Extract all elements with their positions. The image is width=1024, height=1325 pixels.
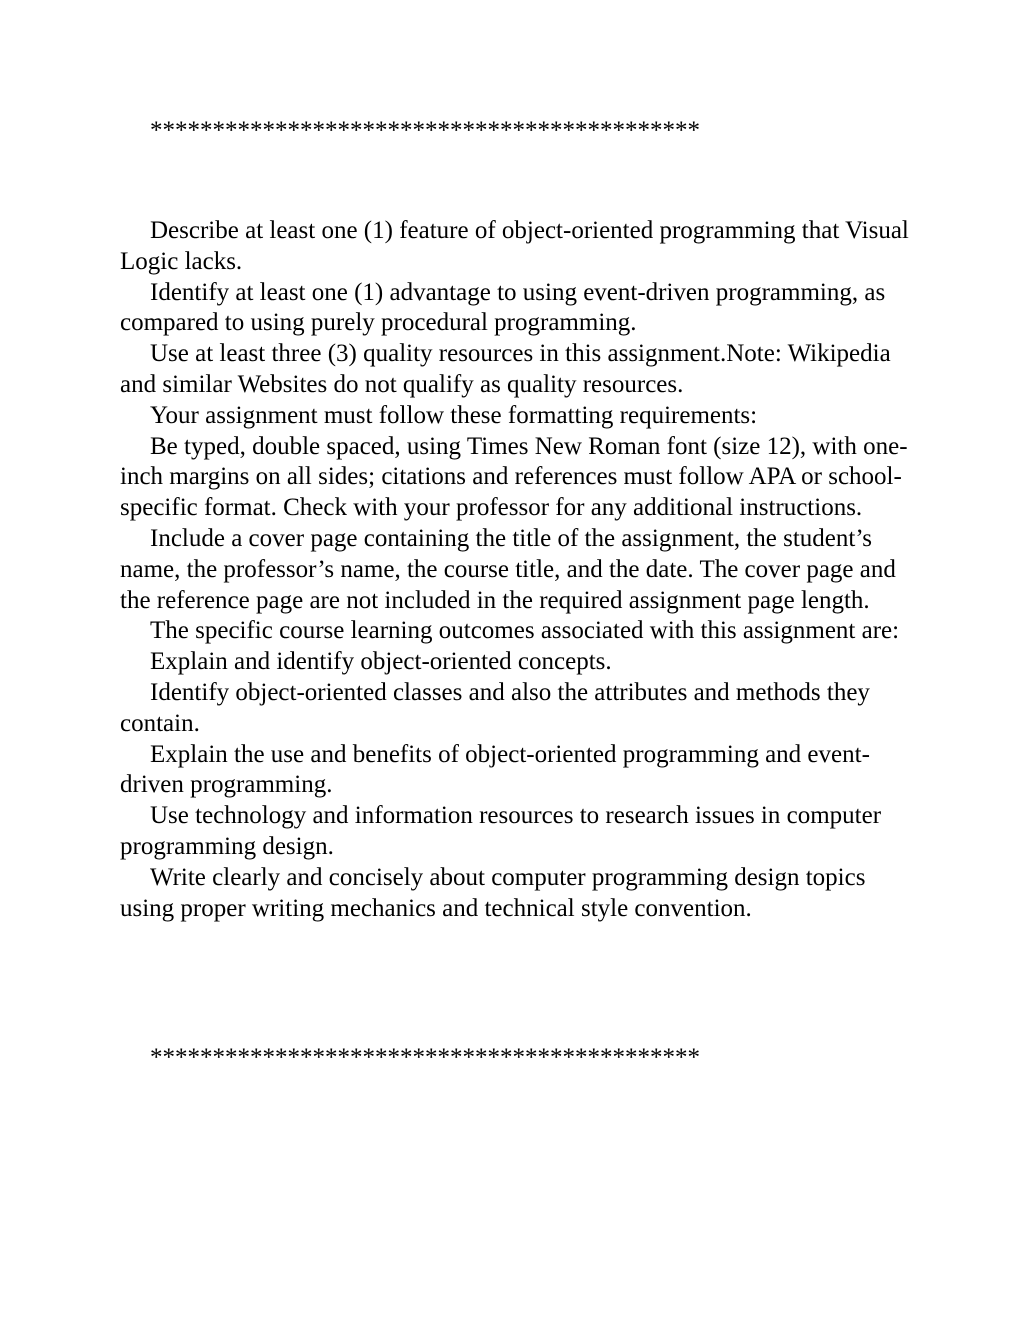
assignment-instructions	[120, 216, 920, 924]
paragraph-advantage: Identify at least one (1) advantage to using event-driven programming, as compared to using purely procedural programming.	[120, 278, 886, 337]
paragraph-feature: Describe at least one (1) feature of object-oriented programming that Visual Logic lacks.	[120, 217, 909, 275]
paragraph-outcome-writing: Write clearly and concisely about computer programming design topics using proper writing mechanics and technical style convention.	[120, 863, 866, 922]
paragraph-outcome-research: Use technology and information resources to research issues in computer programming design.	[120, 802, 882, 860]
paragraph-outcome-benefits: Explain the use and benefits of object-oriented programming and event-driven programming.	[120, 740, 870, 799]
paragraph-outcome-classes: Identify object-oriented classes and also the attributes and methods they contain.	[120, 678, 870, 737]
paragraph-outcome-concepts: Explain and identify object-oriented concepts.	[150, 648, 612, 676]
paragraph-outcomes-intro: The specific course learning outcomes associated with this assignment are:	[150, 617, 900, 645]
paragraph-cover-page: Include a cover page containing the title of the assignment, the student’s name, the professor’s name, the course title, and the date. The cover page and the reference page are not included in the required assignment page length.	[120, 524, 896, 614]
separator-bottom: ********************************************	[150, 1044, 700, 1071]
paragraph-formatting-intro: Your assignment must follow these formatting requirements:	[150, 401, 758, 429]
separator-top: ********************************************	[150, 117, 700, 144]
paragraph-resources: Use at least three (3) quality resources in this assignment.Note: Wikipedia and similar Websites do not qualify as quality resources.	[120, 340, 891, 398]
paragraph-formatting-typed: Be typed, double spaced, using Times New Roman font (size 12), with one-inch margins on all sides; citations and references must follow APA or school-specific format. Check with your professor for any additional instructions.	[120, 432, 908, 522]
